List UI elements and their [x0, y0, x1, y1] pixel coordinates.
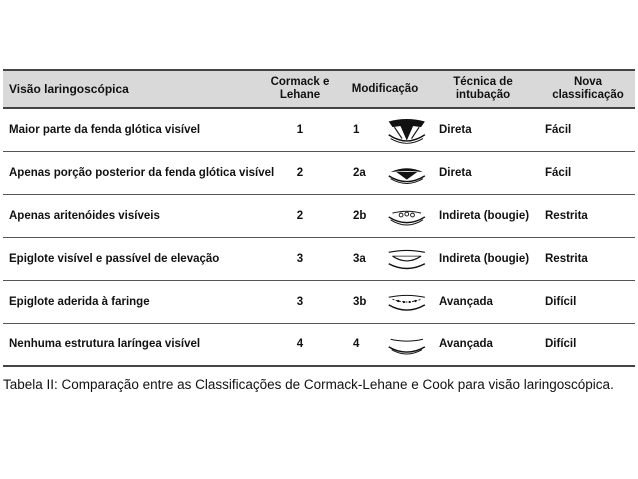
header-new-line2: classificação — [552, 89, 624, 101]
laryngeal-view-grade-4-icon — [383, 329, 431, 359]
header-technique — [435, 70, 531, 108]
cell-technique: Indireta (bougie) — [439, 252, 530, 265]
cell-new-classification: Restrita — [545, 252, 588, 265]
laryngeal-view-grade-2a-icon — [383, 158, 431, 188]
cell-new-classification: Restrita — [545, 209, 588, 222]
cell-modification — [335, 194, 435, 237]
header-new-line1: Nova — [573, 76, 603, 88]
cell-new-classification: Difícil — [545, 338, 577, 351]
laryngeal-view-grade-3b-icon — [383, 287, 431, 317]
comparison-table-container — [3, 69, 635, 367]
table-row — [3, 323, 635, 366]
header-cormack-lehane — [265, 70, 335, 108]
cell-modification — [335, 237, 435, 280]
cell-technique: Avançada — [439, 338, 493, 351]
cell-modification-grade: 3b — [353, 295, 367, 308]
cell-vision: Apenas aritenóides visíveis — [9, 209, 160, 222]
laryngeal-view-grade-2b-icon — [383, 201, 431, 231]
cell-vision: Apenas porção posterior da fenda glótica visível — [9, 166, 275, 179]
cell-modification — [335, 323, 435, 366]
cell-modification — [335, 108, 435, 151]
header-vision: Visão laringoscópica — [9, 81, 129, 96]
cell-vision: Nenhuma estrutura laríngea visível — [9, 338, 201, 351]
table-row — [3, 194, 635, 237]
cell-technique: Avançada — [439, 295, 493, 308]
header-tech-line2: intubação — [455, 89, 511, 101]
cell-cormack-lehane: 3 — [296, 295, 304, 308]
cell-new-classification: Fácil — [545, 123, 572, 136]
table-caption: Tabela II: Comparação entre as Classificações de Cormack-Lehane e Cook para visão laringoscópica. — [3, 377, 614, 392]
laryngeal-view-grade-3a-icon — [383, 244, 431, 274]
cell-cormack-lehane: 2 — [296, 209, 304, 222]
table-row — [3, 151, 635, 194]
cell-modification-grade: 2b — [353, 209, 367, 222]
laryngeal-view-grade-1-icon — [383, 115, 431, 145]
table-header-row — [3, 70, 635, 108]
table-row — [3, 280, 635, 323]
cell-cormack-lehane: 1 — [296, 123, 304, 136]
table-row — [3, 108, 635, 151]
cell-technique: Direta — [439, 166, 472, 179]
comparison-table — [3, 69, 635, 367]
cell-modification — [335, 151, 435, 194]
cell-cormack-lehane: 4 — [296, 338, 304, 351]
cell-new-classification: Difícil — [545, 295, 577, 308]
cell-modification-grade: 3a — [353, 252, 366, 265]
cell-modification — [335, 280, 435, 323]
cell-technique: Direta — [439, 123, 472, 136]
cell-modification-grade: 1 — [353, 123, 360, 136]
cell-technique: Indireta (bougie) — [439, 209, 530, 222]
cell-new-classification: Fácil — [545, 166, 572, 179]
table-row — [3, 237, 635, 280]
cell-vision: Maior parte da fenda glótica visível — [9, 123, 201, 136]
header-cl-line2: Lehane — [279, 89, 321, 101]
cell-cormack-lehane: 2 — [296, 166, 304, 179]
header-cl-line1: Cormack e — [270, 76, 330, 88]
cell-vision: Epiglote visível e passível de elevação — [9, 252, 220, 265]
cell-modification-grade: 2a — [353, 166, 366, 179]
cell-cormack-lehane: 3 — [296, 252, 304, 265]
cell-modification-grade: 4 — [353, 338, 360, 351]
cell-vision: Epiglote aderida à faringe — [9, 295, 150, 308]
header-tech-line1: Técnica de — [453, 76, 513, 88]
header-new-classification — [531, 70, 635, 108]
header-modification: Modificação — [351, 82, 419, 95]
